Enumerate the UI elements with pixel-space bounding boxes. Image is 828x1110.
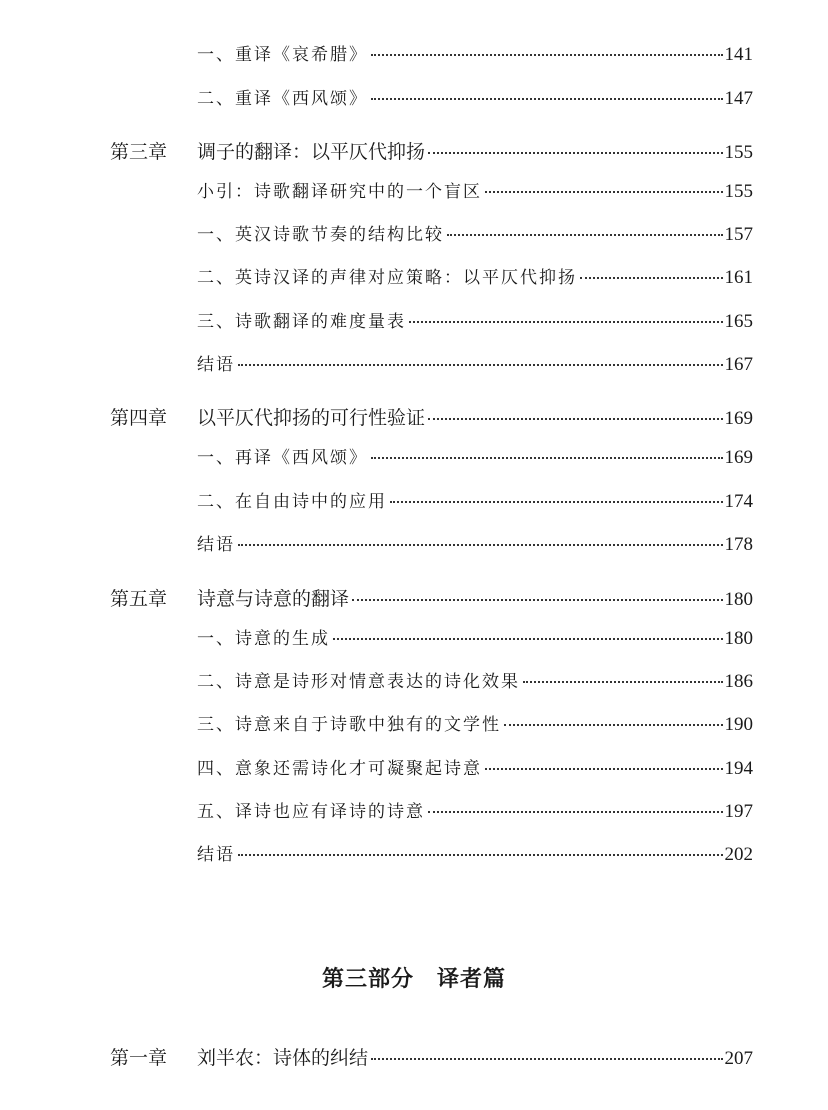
- entry-title: 四、意象还需诗化才可凝聚起诗意: [197, 759, 482, 779]
- toc-entry[interactable]: [197, 443, 753, 469]
- entry-page: 180: [724, 628, 753, 649]
- toc-entry[interactable]: [197, 530, 753, 556]
- toc-entry[interactable]: [197, 667, 753, 693]
- entry-title: 结语: [197, 535, 235, 555]
- dot-leader: [352, 599, 722, 601]
- toc-entry[interactable]: [197, 624, 753, 650]
- dot-leader: [447, 234, 723, 236]
- entry-page: 147: [724, 88, 753, 109]
- entry-page: 167: [724, 354, 753, 375]
- entry-page: 194: [724, 758, 753, 779]
- toc-entry[interactable]: [197, 350, 753, 376]
- entry-page: 197: [724, 801, 753, 822]
- chapter-page: 155: [724, 142, 753, 163]
- dot-leader: [238, 854, 723, 856]
- toc-entry[interactable]: [197, 307, 753, 333]
- dot-leader: [428, 811, 723, 813]
- toc-entry[interactable]: [197, 177, 753, 203]
- entry-page: 186: [724, 671, 753, 692]
- entry-title: 五、译诗也应有译诗的诗意: [197, 802, 425, 822]
- entry-page: 190: [724, 714, 753, 735]
- entry-page: 174: [724, 491, 753, 512]
- chapter-title: 刘半农：诗体的纠结: [197, 1047, 369, 1069]
- dot-leader: [523, 681, 723, 683]
- entry-title: 结语: [197, 355, 235, 375]
- toc-entry[interactable]: [197, 710, 753, 736]
- entry-page: 157: [724, 224, 753, 245]
- entry-title: 结语: [197, 845, 235, 865]
- chapter-number: 第五章: [110, 588, 168, 610]
- dot-leader: [504, 724, 723, 726]
- entry-title: 二、诗意是诗形对情意表达的诗化效果: [197, 672, 520, 692]
- dot-leader: [409, 321, 723, 323]
- entry-title: 二、英诗汉译的声律对应策略：以平仄代抑扬: [197, 268, 577, 288]
- entry-title: 一、英汉诗歌节奏的结构比较: [197, 225, 444, 245]
- toc-entry[interactable]: [197, 797, 753, 823]
- entry-page: 202: [724, 844, 753, 865]
- entry-page: 165: [724, 311, 753, 332]
- toc-entry[interactable]: [197, 84, 753, 110]
- dot-leader: [428, 418, 722, 420]
- chapter-4-entry[interactable]: [110, 403, 753, 430]
- toc-entry[interactable]: [197, 840, 753, 866]
- dot-leader: [371, 457, 723, 459]
- chapter-page: 207: [724, 1048, 753, 1069]
- dot-leader: [371, 54, 723, 56]
- entry-title: 三、诗歌翻译的难度量表: [197, 312, 406, 332]
- toc-entry[interactable]: [197, 220, 753, 246]
- dot-leader: [428, 152, 722, 154]
- dot-leader: [485, 768, 723, 770]
- part-heading: 第三部分 译者篇: [321, 966, 506, 992]
- entry-title: 一、重译《哀希腊》: [197, 45, 368, 65]
- chapter-title: 以平仄代抑扬的可行性验证: [197, 407, 426, 429]
- entry-title: 三、诗意来自于诗歌中独有的文学性: [197, 715, 501, 735]
- dot-leader: [333, 638, 723, 640]
- chapter-number: 第四章: [110, 407, 168, 429]
- toc-entry[interactable]: [197, 754, 753, 780]
- entry-page: 178: [724, 534, 753, 555]
- entry-page: 161: [724, 267, 753, 288]
- dot-leader: [371, 98, 723, 100]
- dot-leader: [580, 277, 723, 279]
- dot-leader: [238, 544, 723, 546]
- part3-chapter-1-entry[interactable]: [110, 1043, 753, 1070]
- entry-title: 二、重译《西风颂》: [197, 89, 368, 109]
- chapter-number: 第三章: [110, 141, 168, 163]
- toc-entry[interactable]: [197, 487, 753, 513]
- entry-page: 141: [724, 44, 753, 65]
- chapter-page: 169: [724, 408, 753, 429]
- entry-page: 169: [724, 447, 753, 468]
- toc-entry[interactable]: [197, 263, 753, 289]
- chapter-page: 180: [724, 589, 753, 610]
- chapter-5-entry[interactable]: [110, 584, 753, 611]
- chapter-number: 第一章: [110, 1047, 168, 1069]
- entry-page: 155: [724, 181, 753, 202]
- chapter-title: 调子的翻译：以平仄代抑扬: [197, 141, 426, 163]
- entry-title: 一、再译《西风颂》: [197, 448, 368, 468]
- dot-leader: [485, 191, 723, 193]
- toc-entry[interactable]: [197, 40, 753, 66]
- dot-leader: [238, 364, 723, 366]
- chapter-title: 诗意与诗意的翻译: [197, 588, 350, 610]
- entry-title: 小引：诗歌翻译研究中的一个盲区: [197, 182, 482, 202]
- entry-title: 二、在自由诗中的应用: [197, 492, 387, 512]
- chapter-3-entry[interactable]: [110, 137, 753, 164]
- dot-leader: [390, 501, 723, 503]
- entry-title: 一、诗意的生成: [197, 629, 330, 649]
- dot-leader: [371, 1058, 722, 1060]
